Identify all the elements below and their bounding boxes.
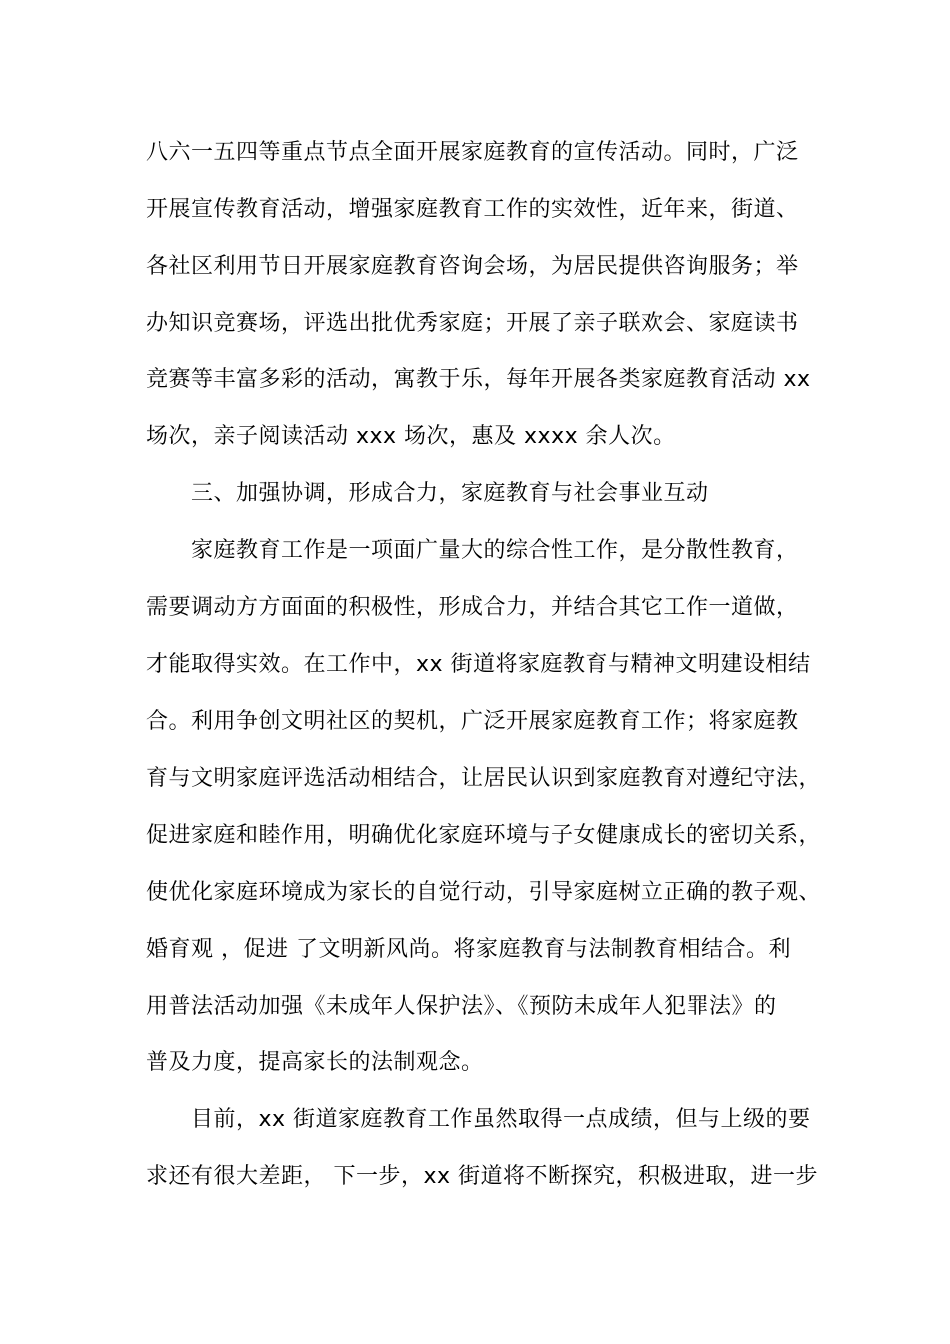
text-line: 才能取得实效。在工作中，xx 街道将家庭教育与精神文明建设相结 (146, 652, 811, 677)
text-line: 使优化家庭环境成为家长的自觉行动，引导家庭树立正确的教子观、 (146, 880, 822, 905)
text-line: 目前，xx 街道家庭教育工作虽然取得一点成绩，但与上级的要 (191, 1107, 811, 1132)
text-line: 普及力度，提高家长的法制观念。 (146, 1050, 484, 1075)
text-line: 竞赛等丰富多彩的活动，寓教于乐，每年开展各类家庭教育活动 xx (146, 367, 811, 392)
text-line: 育与文明家庭评选活动相结合，让居民认识到家庭教育对遵纪守法， (146, 766, 822, 791)
text-line: 促进家庭和睦作用，明确优化家庭环境与子女健康成长的密切关系， (146, 823, 822, 848)
text-line: 各社区利用节日开展家庭教育咨询会场，为居民提供咨询服务；举 (146, 254, 799, 279)
text-line: 开展宣传教育活动，增强家庭教育工作的实效性，近年来，街道、 (146, 197, 799, 222)
text-line: 婚育观 ，促进 了文明新风尚。将家庭教育与法制教育相结合。利 (146, 937, 791, 962)
text-line: 求还有很大差距， 下一步，xx 街道将不断探究，积极进取，进一步 (146, 1164, 819, 1189)
text-line: 场次，亲子阅读活动 xxx 场次，惠及 xxxx 余人次。 (146, 424, 676, 449)
section-heading: 三、加强协调，形成合力，家庭教育与社会事业互动 (191, 481, 709, 506)
text-line: 八六一五四等重点节点全面开展家庭教育的宣传活动。同时，广泛 (146, 140, 799, 165)
text-line: 需要调动方方面面的积极性，形成合力，并结合其它工作一道做， (146, 595, 799, 620)
text-line: 办知识竞赛场，评选出批优秀家庭；开展了亲子联欢会、家庭读书 (146, 311, 799, 336)
text-line: 合。利用争创文明社区的契机，广泛开展家庭教育工作；将家庭教 (146, 709, 799, 734)
text-line: 用普法活动加强《未成年人保护法》、《预防未成年人犯罪法》的 (146, 994, 777, 1019)
text-line: 家庭教育工作是一项面广量大的综合性工作，是分散性教育， (191, 538, 799, 563)
